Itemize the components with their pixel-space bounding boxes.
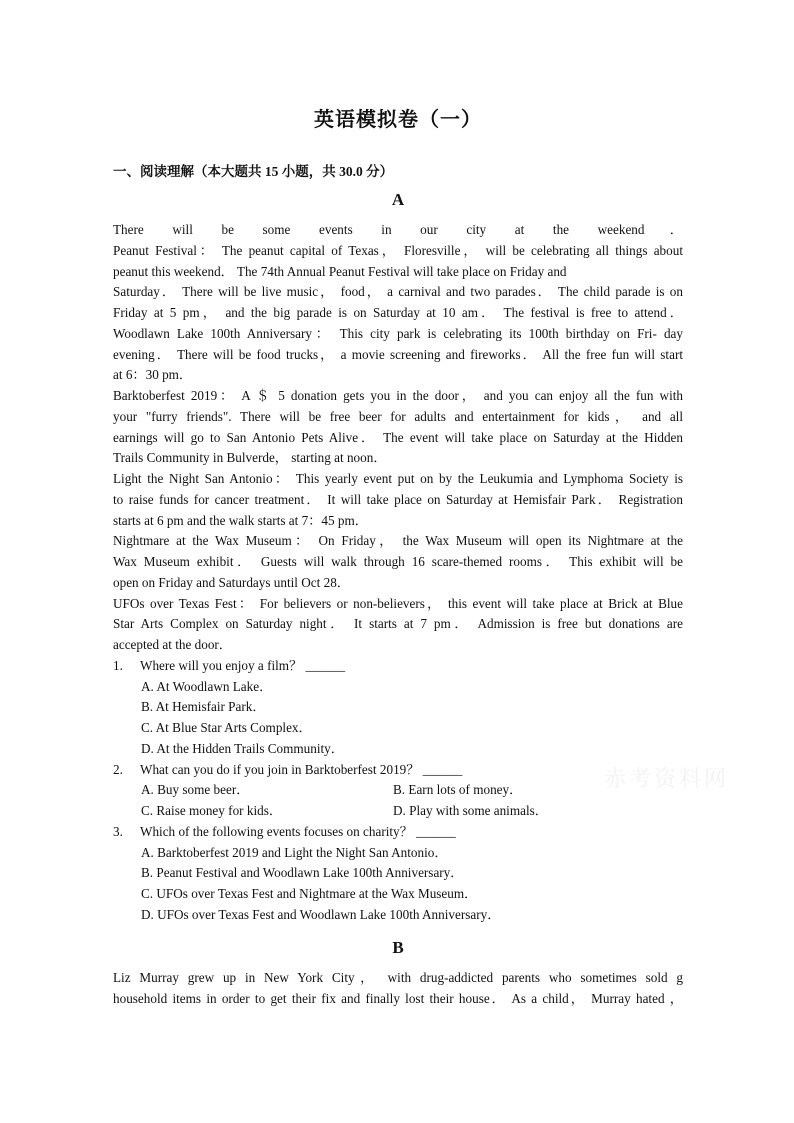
option-row <box>113 863 683 884</box>
option-row <box>113 905 683 926</box>
page-title: 英语模拟卷（一） <box>314 109 482 131</box>
option-row <box>113 884 683 905</box>
passage-line: to raise funds for cancer treatment． It will take place on Saturday at Hemisfair Park． Registration <box>113 491 683 507</box>
passage-line: peanut this weekend． The 74th Annual Peanut Festival will take place on Friday and <box>113 263 567 279</box>
answer-option[interactable]: B. At Hemisfair Park． <box>141 699 266 715</box>
answer-option[interactable]: B. Earn lots of money． <box>393 782 523 798</box>
part-b-label: B <box>392 938 404 957</box>
section-heading: 一、阅读理解（本大题共 15 小题，共 30.0 分） <box>113 164 394 179</box>
answer-option[interactable]: D. UFOs over Texas Fest and Woodlawn Lake 100th Anniversary． <box>141 906 501 922</box>
passage-line: starts at 6 pm and the walk starts at 7：45 pm． <box>113 512 368 528</box>
passage-line: Liz Murray grew up in New York City， with drug-addicted parents who sometimes sold g <box>113 970 683 985</box>
passage-line: Star Arts Complex on Saturday night． It starts at 7 pm． Admission is free but donations are <box>113 616 683 632</box>
passage-line: There will be some events in our city at the weekend． <box>113 222 683 237</box>
passage-line: Wax Museum exhibit． Guests will walk through 16 scare-themed rooms． This exhibit will be <box>113 554 683 569</box>
passage-line: Trails Community in Bulverde， starting at noon． <box>113 450 387 466</box>
passage-line: Barktoberfest 2019： A ＄ 5 donation gets you in the door， and you can enjoy all the fun with <box>113 388 683 403</box>
passage-a <box>113 220 683 926</box>
passage-line: at 6：30 pm． <box>113 367 193 383</box>
passage-line: open on Friday and Saturdays until Oct 28． <box>113 574 350 590</box>
option-row <box>113 843 683 864</box>
option-row <box>113 780 683 801</box>
passage-line: accepted at the door． <box>113 637 232 652</box>
question-text: Which of the following events focuses on charity？ ______ <box>140 823 456 839</box>
question-number: 1. <box>113 657 123 673</box>
passage-line: Woodlawn Lake 100th Anniversary： This city park is celebrating its 100th birthday on Fri- day <box>113 325 683 341</box>
question-text: What can you do if you join in Barktoberfest 2019？ ______ <box>140 761 463 777</box>
answer-option[interactable]: B. Peanut Festival and Woodlawn Lake 100th Anniversary． <box>141 865 464 881</box>
part-a-label: A <box>391 190 405 209</box>
question-text: Where will you enjoy a film？ ______ <box>140 657 346 673</box>
passage-line: your "furry friends". There will be free beer for adults and entertainment for kids， and all <box>113 408 683 424</box>
option-row <box>113 739 683 760</box>
question-3 <box>113 822 683 843</box>
watermark-text: 赤考资料网 <box>604 767 730 792</box>
passage-line: UFOs over Texas Fest： For believers or non-believers， this event will take place at Brick at Blue <box>113 595 683 611</box>
passage-line: earnings will go to San Antonio Pets Alive． The event will take place on Saturday at the Hidden <box>113 429 683 445</box>
answer-option[interactable]: A. At Woodlawn Lake． <box>141 678 273 694</box>
option-row <box>113 718 683 739</box>
passage-line: household items in order to get their fix and finally lost their house． As a child， Murray hated ， <box>113 990 683 1006</box>
answer-option[interactable]: C. UFOs over Texas Fest and Nightmare at the Wax Museum． <box>141 886 478 901</box>
passage-line: Saturday． There will be live music， food， a carnival and two parades． The child parade is on <box>113 284 683 300</box>
answer-option[interactable]: D. Play with some animals． <box>393 803 548 818</box>
question-number: 3. <box>113 823 123 839</box>
answer-option[interactable]: A. Barktoberfest 2019 and Light the Night San Antonio． <box>141 844 448 860</box>
answer-option[interactable]: C. Raise money for kids． <box>141 803 283 818</box>
option-row <box>113 697 683 718</box>
option-row <box>113 677 683 698</box>
answer-option[interactable]: C. At Blue Star Arts Complex． <box>141 720 312 735</box>
question-1 <box>113 656 683 677</box>
answer-option[interactable]: A. Buy some beer． <box>141 782 250 798</box>
passage-line: Nightmare at the Wax Museum： On Friday， the Wax Museum will open its Nightmare at the <box>113 533 683 549</box>
option-row <box>113 801 683 822</box>
passage-line: Friday at 5 pm， and the big parade is on Saturday at 10 am． The festival is free to attend． <box>113 305 683 320</box>
passage-line: evening． There will be food trucks， a movie screening and fireworks． All the free fun will start <box>113 346 683 362</box>
passage-line: Light the Night San Antonio： This yearly event put on by the Leukumia and Lymphoma Society is <box>113 471 683 486</box>
question-2 <box>113 760 683 781</box>
passage-line: Peanut Festival： The peanut capital of Texas， Floresville， will be celebrating all things about <box>113 242 683 258</box>
question-number: 2. <box>113 761 123 777</box>
answer-option[interactable]: D. At the Hidden Trails Community． <box>141 740 344 756</box>
passage-b <box>113 968 683 1010</box>
